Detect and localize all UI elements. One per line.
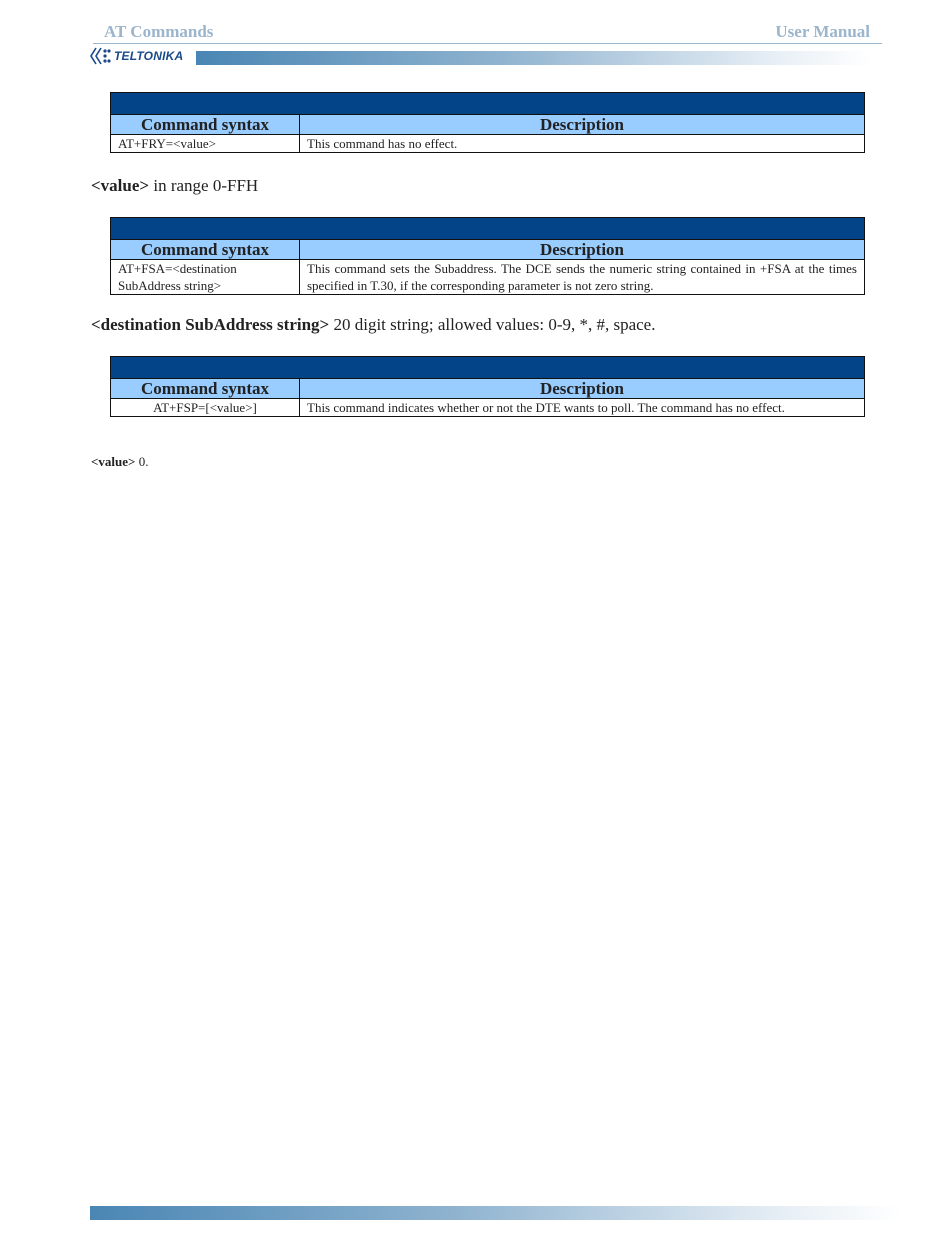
table-header-row — [111, 379, 865, 399]
header-gradient-bar — [196, 51, 872, 65]
table-title-cell — [111, 218, 865, 240]
note-term: <value> — [91, 176, 150, 195]
note-text: in range 0-FFH — [149, 176, 259, 195]
table-header-row — [111, 240, 865, 260]
description-cell: This command indicates whether or not the DTE wants to poll. The command has no effect. — [300, 399, 865, 417]
footer-gradient-bar — [90, 1206, 902, 1220]
syntax-cell: AT+FRY=<value> — [111, 135, 300, 153]
description-cell: This command has no effect. — [300, 135, 865, 153]
table-row — [111, 135, 865, 153]
note-text: 20 digit string; allowed values: 0-9, *, #, space. — [329, 315, 656, 334]
teltonika-logo — [90, 46, 183, 66]
description-cell: This command sets the Subaddress. The DCE sends the numeric string contained in +FSA at the times specified in T.30, if the corresponding parameter is not zero string. — [300, 260, 865, 295]
logo-mark-icon — [90, 47, 112, 65]
col-header-syntax: Command syntax — [111, 115, 300, 135]
table-title-cell — [111, 357, 865, 379]
header-rule — [93, 43, 882, 44]
logo-text: TELTONIKA — [114, 49, 184, 63]
table-title-cell — [111, 93, 865, 115]
value-note-small — [91, 454, 148, 470]
command-table-fsa — [110, 217, 865, 295]
table-row — [111, 260, 865, 295]
command-table-fry — [110, 92, 865, 153]
table-title-row — [111, 218, 865, 240]
note-term: <destination SubAddress string> — [91, 315, 330, 334]
note-text: 0. — [135, 454, 149, 469]
header-title-right: User Manual — [775, 22, 870, 41]
value-note — [91, 176, 258, 196]
note-term: <value> — [91, 454, 136, 469]
syntax-cell: AT+FSA=<destination SubAddress string> — [111, 260, 300, 295]
table-title-row — [111, 93, 865, 115]
col-header-description: Description — [300, 115, 865, 135]
table-header-row — [111, 115, 865, 135]
col-header-description: Description — [300, 379, 865, 399]
table-title-row — [111, 357, 865, 379]
subaddress-note — [91, 315, 655, 335]
header-title-left: AT Commands — [104, 22, 214, 41]
col-header-syntax: Command syntax — [111, 379, 300, 399]
table-row — [111, 399, 865, 417]
col-header-syntax: Command syntax — [111, 240, 300, 260]
col-header-description: Description — [300, 240, 865, 260]
syntax-cell: AT+FSP=[<value>] — [111, 399, 300, 417]
command-table-fsp — [110, 356, 865, 417]
